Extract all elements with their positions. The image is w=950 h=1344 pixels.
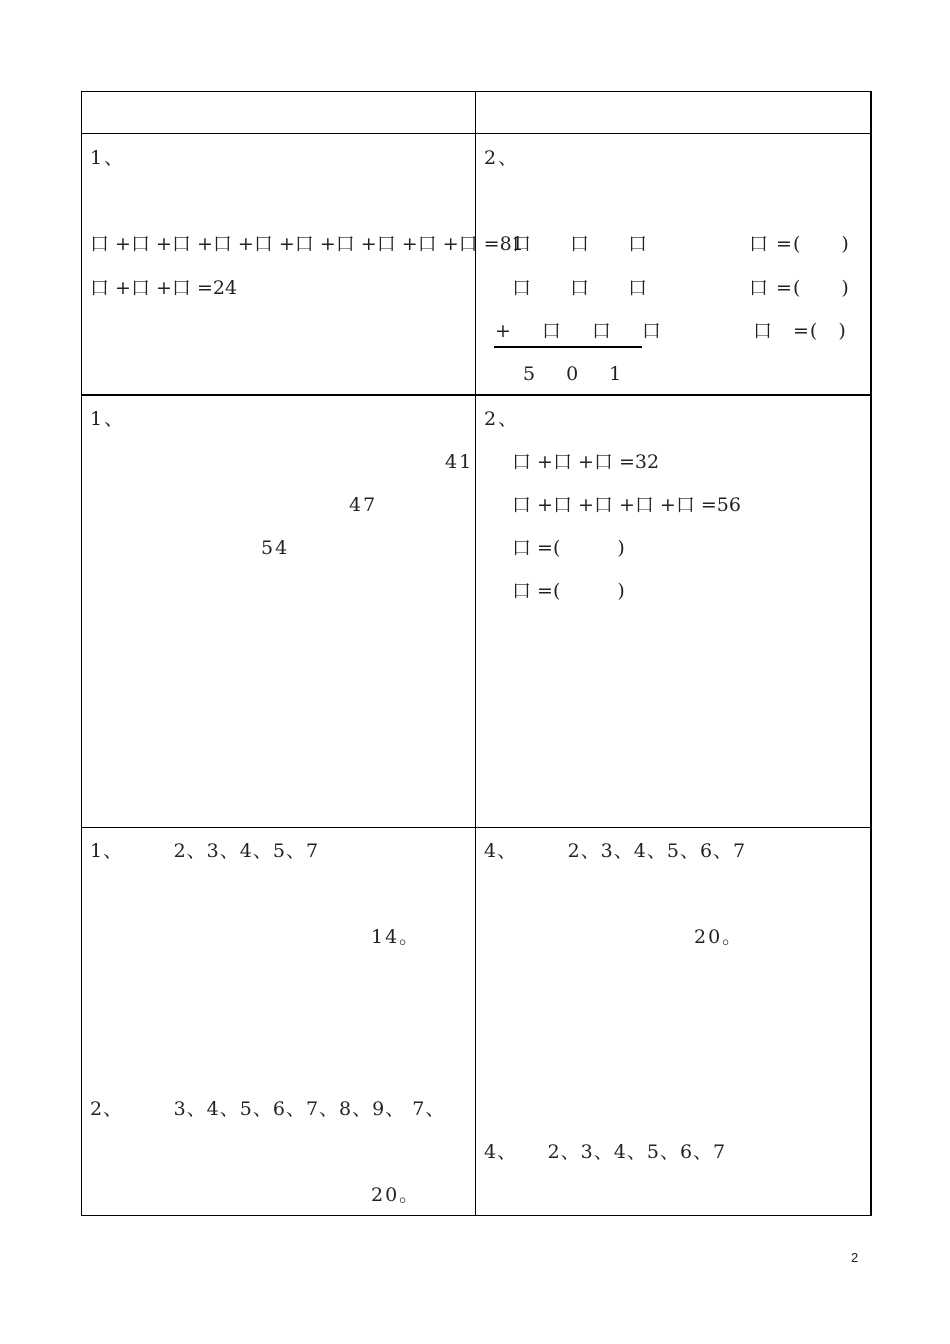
problem-text (90, 537, 216, 559)
problem-text: 2、 3、4、5、6、7、8、9、 7、 (90, 1098, 446, 1120)
problem-text: 1、 (90, 147, 410, 169)
answer-blank: 口 =( ) (512, 537, 625, 559)
page-number: 2 (851, 1250, 859, 1265)
equation-line: 口 +口 +口 +口 +口 =56 (512, 494, 741, 516)
problem-text (90, 580, 237, 602)
problem-number: 41 (445, 451, 474, 473)
problem-text: 2、 (484, 147, 825, 169)
table-column-divider (475, 91, 476, 1216)
table-border-bottom (81, 1215, 872, 1216)
answer-blank: 口 =( ) (749, 277, 850, 299)
problem-text (90, 1184, 300, 1206)
table-border-top (81, 91, 872, 92)
problem-number: 20。 (694, 926, 744, 948)
problem-text: 2、 (484, 408, 762, 430)
problem-text (90, 494, 300, 516)
table-row-divider-1 (81, 133, 872, 134)
addition-row: 口 口 口 (512, 233, 658, 255)
answer-blank: 口 =( ) (512, 580, 625, 602)
addition-row: + 口 口 口 (495, 320, 667, 342)
answer-blank: 口 =( ) (749, 233, 850, 255)
equation-line: 口 +口 +口 =24 (90, 277, 238, 299)
table-border-right (870, 91, 872, 1216)
problem-text: 4、 2、3、4、5、6、7 (484, 840, 827, 862)
problem-number: 20。 (371, 1184, 421, 1206)
problem-text: 1、 2、3、4、5、7 (90, 840, 440, 862)
problem-text (378, 494, 462, 516)
problem-text (484, 926, 652, 948)
problem-text: 4、 2、3、4、5、6、7 (484, 1141, 847, 1163)
equation-line: 口 +口 +口 +口 +口 +口 +口 +口 +口 +口 =81 (90, 233, 524, 255)
table-row-divider-3 (81, 827, 872, 828)
problem-text: 1、 (90, 408, 389, 430)
answer-blank: 口 =( ) (753, 320, 847, 342)
problem-text (90, 926, 300, 948)
problem-text (90, 1141, 405, 1163)
equation-line: 口 +口 +口 =32 (512, 451, 660, 473)
problem-text (484, 1184, 804, 1206)
problem-number: 14。 (371, 926, 421, 948)
table-row-divider-2 (81, 394, 872, 396)
problem-text (285, 537, 432, 559)
problem-number: 47 (349, 494, 378, 516)
sum-underline (494, 346, 642, 348)
problem-text (90, 451, 405, 473)
problem-text (484, 190, 652, 212)
problem-text (484, 883, 799, 905)
table-border-left (81, 91, 82, 1216)
problem-text (90, 190, 258, 212)
problem-number: 54 (261, 537, 290, 559)
problem-text (90, 883, 405, 905)
sum-result: 5 0 1 (523, 363, 628, 385)
addition-row: 口 口 口 (512, 277, 658, 299)
